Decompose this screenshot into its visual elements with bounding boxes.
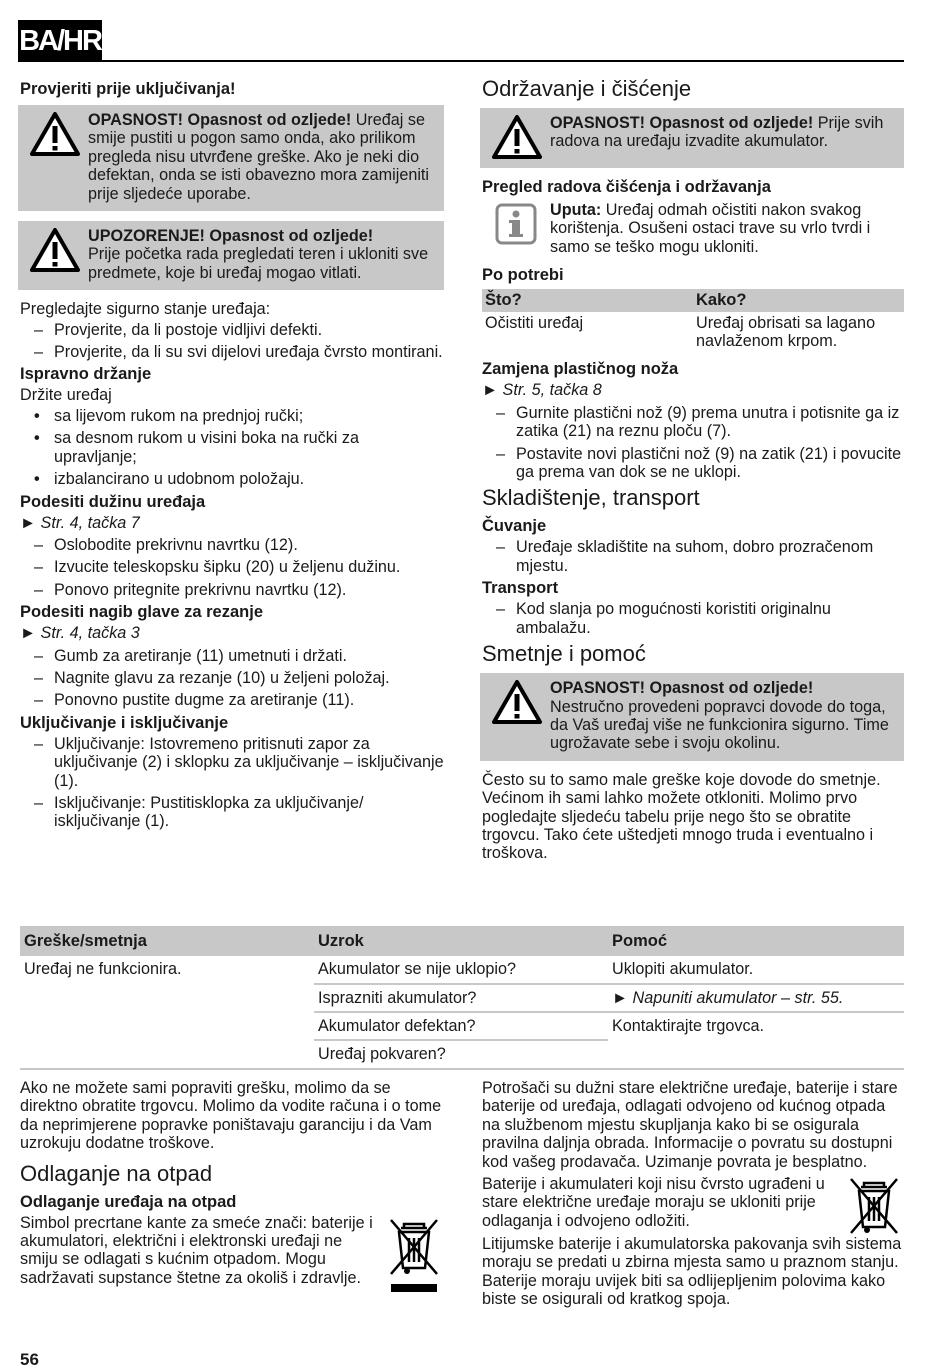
hold-list bbox=[20, 407, 444, 489]
danger-head: OPASNOST! Opasnost od ozljede! bbox=[550, 679, 814, 698]
lithium-text: Litijumske baterije i akumulatorska pakovanja svih sistema moraju se predati u zbirna mjesta samo u praznom stanju. Baterije moraju uvijek biti sa odlijepljenim polovima kako biste se osigurali od kratkog spoja. bbox=[482, 1235, 902, 1309]
battery-text: Baterije i akumulateri koji nisu čvrsto ugrađeni u stare električne uređaje moraju se ukloniti prije odlaganja i odvojeno odložiti. bbox=[482, 1175, 825, 1230]
warning-triangle-icon bbox=[486, 679, 548, 753]
warning-triangle-icon bbox=[24, 111, 86, 203]
danger-box bbox=[480, 108, 904, 168]
disposal-title: Odlaganje na otpad bbox=[20, 1160, 213, 1186]
list-item: • sa desnom rukom u visini boka na ručki za upravljanje; bbox=[34, 429, 360, 466]
list-item: – Nagnite glavu za rezanje (10) u željeni položaj. bbox=[34, 668, 390, 687]
pointer-arrow-icon: ► bbox=[20, 513, 41, 532]
overview-title: Pregled radova čišćenja i održavanja bbox=[482, 178, 771, 196]
table-header: Uzrok bbox=[314, 926, 608, 956]
table-row: Isprazniti akumulator? ► Napuniti akumulator – str. 55. bbox=[20, 984, 904, 1012]
page-number: 56 bbox=[20, 1350, 39, 1369]
danger-body: Nestručno provedeni popravci dovode do toga, da Vaš uređaj više ne funkcionira sigurno. Time ugrožavate sebe i svoju okolinu. bbox=[550, 697, 889, 753]
hold-intro: Držite uređaj bbox=[20, 386, 112, 405]
danger-head: OPASNOST! Opasnost od ozljede! bbox=[550, 114, 814, 132]
left-column bbox=[20, 76, 444, 835]
keep-title: Čuvanje bbox=[482, 517, 547, 536]
maintenance-title: Održavanje i čišćenje bbox=[482, 76, 692, 101]
bottom-left-column bbox=[20, 1079, 444, 1294]
onoff-title: Uključivanje i isključivanje bbox=[20, 713, 229, 732]
disposal-text: Simbol precrtane kante za smeće znači: baterije i akumulatori, električni i elektronski uređaji ne smiju se odlagati s kućnim otpadom. Mogu sadržavati supstance štetne za okoliš i zdravlje. bbox=[20, 1213, 373, 1287]
list-item: – Kod slanja po mogućnosti koristiti originalnu ambalažu. bbox=[496, 600, 831, 637]
check-list bbox=[20, 321, 444, 362]
list-item: – Ponovo pritegnite prekrivnu navrtku (12). bbox=[34, 580, 347, 599]
knife-title: Zamjena plastičnog noža bbox=[482, 360, 679, 379]
storage-title: Skladištenje, transport bbox=[482, 485, 700, 511]
warning-box bbox=[18, 221, 444, 290]
warning-triangle-icon bbox=[486, 114, 548, 160]
danger-box bbox=[480, 673, 904, 761]
pointer-arrow-icon: ► bbox=[482, 381, 503, 400]
note-head: Uputa: bbox=[550, 201, 602, 219]
keep-list bbox=[482, 538, 904, 575]
list-item: – Postavite novi plastični nož (9) na zatik (21) i povucite ga prema van dok se ne uklopi. bbox=[496, 444, 902, 482]
info-icon bbox=[482, 201, 550, 256]
table-header: Pomoć bbox=[608, 926, 904, 956]
table-header: Greške/smetnja bbox=[20, 926, 314, 956]
danger-box bbox=[18, 105, 444, 211]
check-before-title: Provjeriti prije uključivanja! bbox=[20, 80, 236, 98]
pointer-arrow-icon: ► bbox=[20, 624, 41, 643]
consumer-text: Potrošači su dužni stare električne uređaje, baterije i stare baterije od uređaja, odlagati odvojeno od kućnog otpada na službenom mjestu skupljanja kako bi se osigurala pravilna daljnja obrada. Informacije o povratu su dostupni kod vašeg prodavača. Uzimanje povrata je besplatno. bbox=[482, 1079, 898, 1171]
trouble-title: Smetnje i pomoć bbox=[482, 641, 646, 667]
pointer-arrow-icon: ► bbox=[612, 989, 633, 1007]
list-item: – Uključivanje: Istovremeno pritisnuti zapor za uključivanje (2) i sklopku za uključivanje – isključivanje (1). bbox=[34, 734, 444, 790]
length-list bbox=[20, 536, 444, 599]
trouble-text: Često su to samo male greške koje dovode do smetnje. Većinom ih sami lahko možete otkloniti. Molimo prvo pogledajte sljedeću tabelu prije nego što se obratite trgovcu. Tako ćete uštedjeti mnogo truda i eventualno i troškova. bbox=[482, 770, 881, 863]
knife-ref: ► Str. 5, tačka 8 bbox=[482, 381, 602, 400]
warning-head: UPOZORENJE! Opasnost od ozljede! bbox=[88, 227, 374, 246]
length-ref: ► Str. 4, tačka 7 bbox=[20, 513, 140, 532]
danger-body: Prije svih radova na uređaju izvadite akumulator. bbox=[550, 114, 884, 151]
list-item: – Gumb za aretiranje (11) umetnuti i držati. bbox=[34, 646, 347, 665]
tilt-ref: ► Str. 4, tačka 3 bbox=[20, 624, 140, 643]
note-body: Uređaj odmah očistiti nakon svakog korištenja. Osušeni ostaci trave su vrlo tvrdi i samo se teško mogu ukloniti. bbox=[550, 201, 871, 256]
list-item: • izbalancirano u udobnom položaju. bbox=[34, 470, 305, 489]
list-item: – Isključivanje: Pustitisklopka za uključivanje/ isključivanje (1). bbox=[34, 793, 364, 831]
table-bottom-rule bbox=[20, 1068, 904, 1070]
right-column bbox=[482, 74, 904, 865]
bottom-right-column bbox=[482, 1079, 904, 1311]
danger-body: Uređaj se smije pustiti u pogon samo onda, ako prilikom pregleda nisu utvrđene greške. Ako je neki dio defektan, onda se isti obavezno mora zamijeniti prije sljedeće uporabe. bbox=[88, 111, 430, 203]
dealer-text: Ako ne možete sami popraviti grešku, molimo da se direktno obratite trgovcu. Molimo da vodite računa i o tome da neprimjerene popravke poništavaju garanciju i da Vam uzrokuju dodatne troškove. bbox=[20, 1079, 442, 1153]
warning-body: Prije početka rada pregledati teren i ukloniti sve predmete, koje bi uređaj mogao vitlati. bbox=[88, 245, 429, 282]
list-item: – Ponovno pustite dugme za aretiranje (11). bbox=[34, 691, 355, 710]
maintenance-table bbox=[482, 289, 904, 352]
list-item: – Izvucite teleskopsku šipku (20) u željenu dužinu. bbox=[34, 558, 401, 577]
list-item: • sa lijevom rukom na prednjoj ručki; bbox=[34, 406, 304, 425]
fault-table bbox=[20, 926, 904, 1068]
warning-triangle-icon bbox=[24, 227, 86, 282]
hold-title: Ispravno držanje bbox=[20, 365, 152, 384]
tilt-title: Podesiti nagib glave za rezanje bbox=[20, 603, 263, 622]
as-needed-title: Po potrebi bbox=[482, 266, 564, 285]
danger-head: OPASNOST! Opasnost od ozljede! bbox=[88, 111, 352, 129]
list-item: – Gurnite plastični nož (9) prema unutra i potisnite ga iz zatika (21) na reznu ploču (7). bbox=[496, 403, 900, 441]
disposal-subtitle: Odlaganje uređaja na otpad bbox=[20, 1192, 237, 1211]
check-intro: Pregledajte sigurno stanje uređaja: bbox=[20, 300, 271, 319]
crossed-bin-icon bbox=[384, 1214, 444, 1294]
transport-list bbox=[482, 600, 904, 637]
list-item: – Uređaje skladištite na suhom, dobro prozračenom mjestu. bbox=[496, 538, 874, 575]
table-header: Kako? bbox=[693, 289, 904, 311]
transport-title: Transport bbox=[482, 579, 559, 598]
fault-cell: Uređaj ne funkcionira. bbox=[24, 960, 182, 978]
knife-list bbox=[482, 404, 904, 482]
tilt-list bbox=[20, 647, 444, 710]
language-badge: BA/HR bbox=[18, 20, 102, 62]
note-box bbox=[482, 199, 904, 262]
header-rule bbox=[18, 60, 904, 62]
crossed-bin-icon bbox=[844, 1175, 904, 1235]
length-title: Podesiti dužinu uređaja bbox=[20, 492, 206, 511]
onoff-list bbox=[20, 735, 444, 831]
list-item: – Provjerite, da li postoje vidljivi defekti. bbox=[34, 320, 323, 339]
table-row: Očistiti uređaj Uređaj obrisati sa lagano navlaženom krpom. bbox=[485, 313, 876, 351]
list-item: – Oslobodite prekrivnu navrtku (12). bbox=[34, 535, 298, 554]
table-row: Uređaj ne funkcionira. Akumulator se nije uklopio? Uklopiti akumulator. bbox=[20, 956, 904, 984]
table-row: Akumulator defektan? Kontaktirajte trgovca. bbox=[20, 1012, 904, 1040]
table-header: Što? bbox=[482, 289, 693, 311]
list-item: – Provjerite, da li su svi dijelovi uređaja čvrsto montirani. bbox=[34, 343, 443, 362]
table-row: Uređaj pokvaren? bbox=[318, 1045, 446, 1063]
